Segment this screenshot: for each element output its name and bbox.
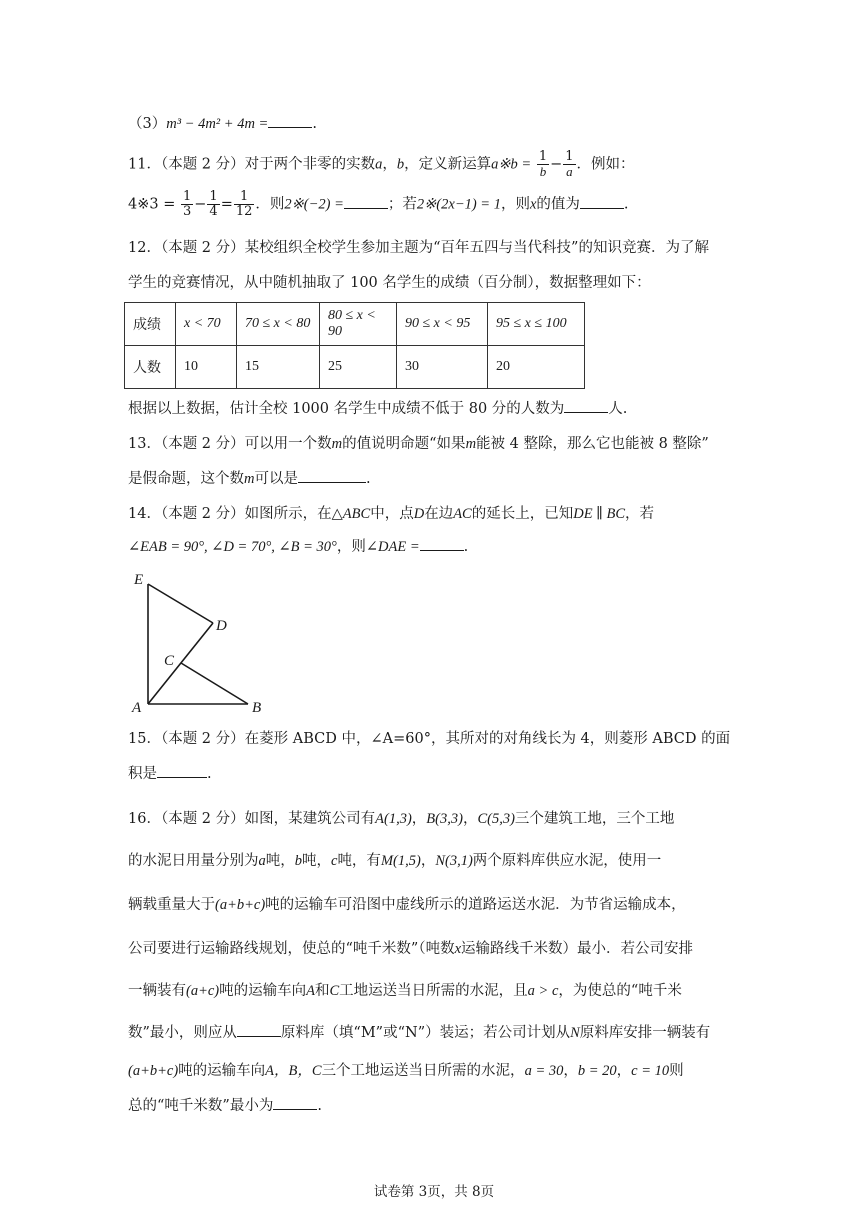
answer-blank <box>157 763 207 778</box>
table-cell: 10 <box>176 346 237 389</box>
table-cell: 80 ≤ x < 90 <box>320 303 397 346</box>
answer-blank <box>268 113 312 128</box>
q16-line7: (a+b+c)吨的运输车向A，B，C三个工地运送当日所需的水泥，a = 30，b = 20，c = 10则 <box>128 1063 684 1079</box>
table-cell: 95 ≤ x ≤ 100 <box>488 303 585 346</box>
q14-line1: 14．（本题 2 分）如图所示，在△ABC中，点D在边AC的延长上，已知DE ∥ BC，若 <box>128 506 655 522</box>
q11-line1: 11．（本题 2 分）对于两个非零的实数a，b，定义新运算a※b = $\frac{1}{b}$ − $\frac{1}{a}$ ．例如： <box>128 149 635 179</box>
q16-line8: 总的“吨千米数”最小为 . <box>128 1095 322 1117</box>
q12-line3: 根据以上数据，估计全校 1000 名学生中成绩不低于 80 分的人数为 人. <box>128 398 627 420</box>
segment-ad <box>148 623 213 704</box>
q12-line2: 学生的竞赛情况，从中随机抽取了 100 名学生的成绩（百分制），数据整理如下： <box>128 275 651 291</box>
q12-line1: 12．（本题 2 分）某校组织全校学生参加主题为“百年五四与当代科技”的知识竞赛．为了解 <box>128 240 709 256</box>
answer-blank <box>298 468 366 483</box>
table-cell: 30 <box>397 346 488 389</box>
q16-line1: 16．（本题 2 分）如图，某建筑公司有A(1,3)，B(3,3)，C(5,3)三个建筑工地，三个工地 <box>128 811 675 827</box>
score-table <box>124 302 585 389</box>
answer-blank <box>580 194 624 209</box>
q13-line1: 13．（本题 2 分）可以用一个数m的值说明命题“如果m能被 4 整除，那么它也能被 8 整除” <box>128 436 709 452</box>
label-a: A <box>132 700 142 716</box>
table-row <box>125 303 585 346</box>
q10-part3: （3）m³ − 4m² + 4m = . <box>128 113 317 135</box>
answer-blank <box>344 194 388 209</box>
answer-blank <box>273 1095 317 1110</box>
q16-line4: 公司要进行运输路线规划，使总的“吨千米数”（吨数x运输路线千米数）最小．若公司安排 <box>128 941 694 957</box>
answer-blank <box>420 536 464 551</box>
q13-line2: 是假命题，这个数m可以是 . <box>128 468 371 490</box>
q16-line6: 数”最小，则应从 原料库（填“M”或“N”）装运；若公司计划从N原料库安排一辆装有 <box>128 1022 710 1044</box>
table-cell: x < 70 <box>176 303 237 346</box>
q11-line2: 4※3 = $\frac{1}{3}$ − $\frac{1}{4}$ = $\frac{1}{12}$ ．则2※(−2) = ；若2※(2x−1) = 1，则x的值为 . <box>128 189 629 219</box>
fraction: $\frac{1}{12}$ <box>235 189 253 219</box>
triangle-figure <box>128 566 278 718</box>
fraction: $\frac{1}{3}$ <box>182 189 192 219</box>
fraction: $\frac{1}{b}$ <box>538 149 548 179</box>
q16-line3: 辆载重量大于(a+b+c)吨的运输车可沿图中虚线所示的道路运送水泥．为节省运输成本， <box>128 897 686 913</box>
label-c: C <box>164 653 175 669</box>
table-cell: 70 ≤ x < 80 <box>237 303 320 346</box>
q14-line2: ∠EAB = 90°, ∠D = 70°, ∠B = 30°，则∠DAE = . <box>128 536 468 558</box>
table-row <box>125 346 585 389</box>
page-footer: 试卷第 3页，共 8页 <box>373 1184 495 1200</box>
label-d: D <box>216 618 227 634</box>
label-e: E <box>134 572 144 588</box>
segment-ed <box>148 584 213 623</box>
q15-line1: 15．（本题 2 分）在菱形 ABCD 中，∠A=60°，其所对的对角线长为 4，则菱形 ABCD 的面 <box>128 731 731 747</box>
table-cell: 成绩 <box>125 303 176 346</box>
answer-blank <box>237 1022 281 1037</box>
q16-line2: 的水泥日用量分别为a吨，b吨，c吨，有M(1,5)，N(3,1)两个原料库供应水泥，使用一 <box>128 853 662 869</box>
segment-cb <box>181 663 248 704</box>
answer-blank <box>564 398 608 413</box>
label-b: B <box>252 700 262 716</box>
q15-line2: 积是 . <box>128 763 212 785</box>
table-cell: 25 <box>320 346 397 389</box>
table-cell: 90 ≤ x < 95 <box>397 303 488 346</box>
fraction: $\frac{1}{a}$ <box>565 149 574 179</box>
fraction: $\frac{1}{4}$ <box>209 189 218 219</box>
table-cell: 20 <box>488 346 585 389</box>
q16-line5: 一辆装有(a+c)吨的运输车向A和C工地运送当日所需的水泥，且a > c，为使总的“吨千米 <box>128 983 682 999</box>
table-cell: 人数 <box>125 346 176 389</box>
table-cell: 15 <box>237 346 320 389</box>
